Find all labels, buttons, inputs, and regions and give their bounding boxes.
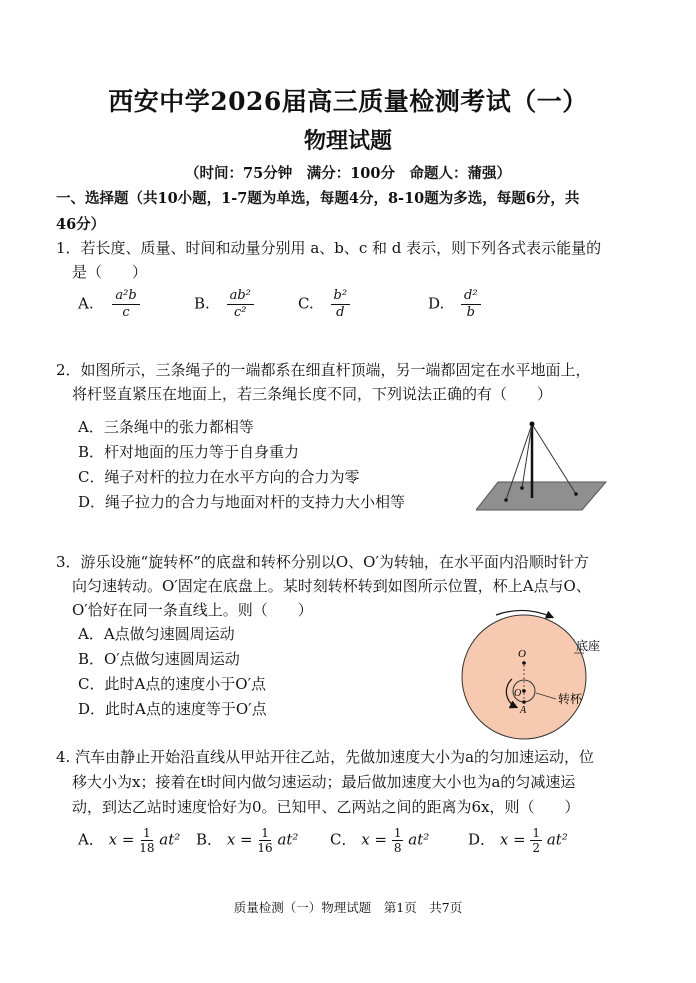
label-cup: 转杯 <box>558 692 583 706</box>
q1-option-b[interactable]: B. $\frac{\text{ab²}}{\text{c²}}$ <box>194 288 254 321</box>
exam-info: （时间：75分钟 满分：100分 命题人：蒲强） <box>185 165 511 182</box>
q4-option-d[interactable]: D． x = $\frac{1}{2}$ at² <box>468 826 568 855</box>
q3-stem-line1: 3．游乐设施“旋转杯”的底盘和转杯分别以O、O′为转轴，在水平面内沿顺时针方 <box>56 553 589 571</box>
q2-option-c[interactable]: C．绳子对杆的拉力在水平方向的合力为零 <box>78 468 360 486</box>
q2-stem-line2: 将杆竖直紧压在地面上，若三条绳长度不同，下列说法正确的有（ ） <box>72 385 553 403</box>
q4-option-b[interactable]: B． x = $\frac{1}{16}$ at² <box>196 826 299 855</box>
rope-1 <box>522 424 532 488</box>
label-o: O <box>518 648 526 660</box>
page-title: 西安中学2026届高三质量检测考试（一） <box>108 87 588 116</box>
q2-option-a[interactable]: A．三条绳中的张力都相等 <box>78 418 254 436</box>
label-o-prime: O′ <box>514 688 524 699</box>
q3-option-b[interactable]: B．O′点做匀速圆周运动 <box>78 650 240 668</box>
q3-stem-line2: 向匀速转动。O′固定在底盘上。某时刻转杯转到如图所示位置，杯上A点与O、 <box>72 577 591 595</box>
q1-stem-line2: 是（ ） <box>72 263 148 281</box>
q4-stem-line3: 动，到达乙站时速度恰好为0。已知甲、乙两站之间的距离为6x，则（ ） <box>72 798 580 816</box>
ground-plane <box>476 482 606 510</box>
q1-option-c[interactable]: C. $\frac{\text{b²}}{d}$ <box>298 288 350 321</box>
q3-rotating-cup-figure <box>456 603 606 743</box>
point-a <box>522 700 526 704</box>
q4-stem-line1: 4. 汽车由静止开始沿直线从甲站开往乙站，先做加速度大小为a的匀加速运动，位 <box>56 748 595 766</box>
q2-option-d[interactable]: D．绳子拉力的合力与地面对杆的支持力大小相等 <box>78 493 406 511</box>
pole-top <box>530 422 535 427</box>
label-base: 底座 <box>576 639 601 653</box>
q2-option-b[interactable]: B．杆对地面的压力等于自身重力 <box>78 443 300 461</box>
q3-option-a[interactable]: A．A点做匀速圆周运动 <box>78 625 235 643</box>
q2-stem-line1: 2．如图所示，三条绳子的一端都系在细直杆顶端，另一端都固定在水平地面上， <box>56 361 591 379</box>
q3-option-c[interactable]: C．此时A点的速度小于O′点 <box>78 675 267 693</box>
subject-title: 物理试题 <box>303 128 392 154</box>
q3-stem-line3: O′恰好在同一条直线上。则（ ） <box>72 601 313 619</box>
label-a: A <box>520 705 527 716</box>
q1-option-d[interactable]: D. $\frac{\text{d²}}{b}$ <box>428 288 481 321</box>
q1-stem-line1: 1．若长度、质量、时间和动量分别用 a、b、c 和 d 表示，则下列各式表示能量的 <box>56 239 602 257</box>
q4-option-a[interactable]: A． x = $\frac{1}{18}$ at² <box>78 826 181 855</box>
point-o <box>522 661 526 665</box>
page-footer: 质量检测（一）物理试题 第1页 共7页 <box>233 900 463 915</box>
q2-pole-figure <box>476 416 610 514</box>
q1-option-a[interactable]: A. $\frac{\text{a²b}}{c}$ <box>78 288 140 321</box>
q4-option-c[interactable]: C． x = $\frac{1}{8}$ at² <box>330 826 430 855</box>
section-heading: 一、选择题（共10小题，1-7题为单选，每题4分，8-10题为多选，每题6分，共 46分） <box>56 190 580 233</box>
q4-stem-line2: 移大小为x；接着在t时间内做匀速运动；最后做加速度大小也为a的匀减速运 <box>72 773 576 791</box>
q3-option-d[interactable]: D．此时A点的速度等于O′点 <box>78 700 267 718</box>
